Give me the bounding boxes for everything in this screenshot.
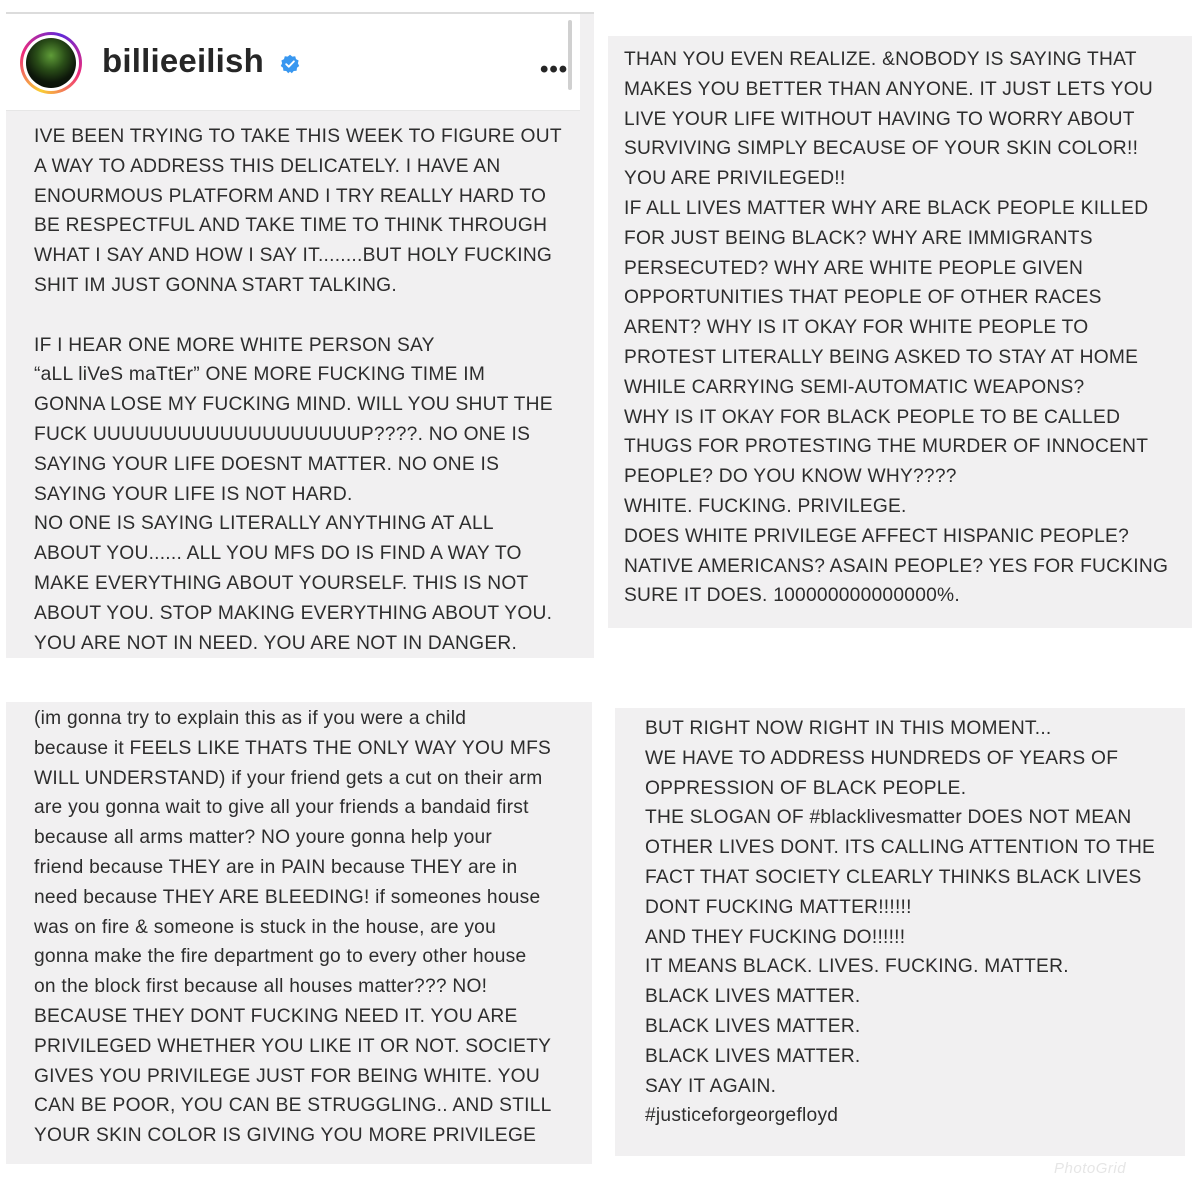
avatar-photo <box>26 38 76 88</box>
story-panel-4 <box>615 708 1185 1156</box>
profile-avatar[interactable] <box>20 32 82 94</box>
verified-badge-icon <box>280 54 300 74</box>
header-divider <box>6 12 594 14</box>
post-header <box>6 12 580 111</box>
profile-username[interactable]: billieeilish <box>102 42 264 79</box>
panel-2-text: THAN YOU EVEN REALIZE. &NOBODY IS SAYING THAT MAKES YOU BETTER THAN ANYONE. IT JUST LETS YOU LIVE YOUR LIFE WITHOUT HAVING TO WORRY ABOUT SURVIVING SIMPLY BECAUSE OF YOUR SKIN COLOR!! YOU ARE PRIVILEGED!! IF ALL LIVES MATTER WHY ARE BLACK PEOPLE KILLED FOR JUST BEING BLACK? WHY ARE IMMIGRANTS PERSECUTED? WHY ARE WHITE PEOPLE GIVEN OPPORTUNITIES THAT PEOPLE OF OTHER RACES ARENT? WHY IS IT OKAY FOR WHITE PEOPLE TO PROTEST LITERALLY BEING ASKED TO STAY AT HOME WHILE CARRYING SEMI-AUTOMATIC WEAPONS? WHY IS IT OKAY FOR BLACK PEOPLE TO BE CALLED THUGS FOR PROTESTING THE MURDER OF INNOCENT PEOPLE? DO YOU KNOW WHY???? WHITE. FUCKING. PRIVILEGE. DOES WHITE PRIVILEGE AFFECT HISPANIC PEOPLE? NATIVE AMERICANS? ASAIN PEOPLE? YES FOR FUCKING SURE IT DOES. 100000000000000%. <box>624 49 1169 607</box>
panel-4-text: BUT RIGHT NOW RIGHT IN THIS MOMENT... WE HAVE TO ADDRESS HUNDREDS OF YEARS OF OPPRESSION OF BLACK PEOPLE. THE SLOGAN OF #blacklivesmatter DOES NOT MEAN OTHER LIVES DONT. ITS CALLING ATTENTION TO THE FACT THAT SOCIETY CLEARLY THINKS BLACK LIVES DONT FUCKING MATTER!!!!!! AND THEY FUCKING DO!!!!!! IT MEANS BLACK. LIVES. FUCKING. MATTER. BLACK LIVES MATTER. BLACK LIVES MATTER. BLACK LIVES MATTER. SAY IT AGAIN. #justiceforgeorgefloyd <box>645 718 1156 1127</box>
more-options-icon[interactable]: ••• <box>540 56 569 83</box>
panel-1-text: IVE BEEN TRYING TO TAKE THIS WEEK TO FIGURE OUT A WAY TO ADDRESS THIS DELICATELY. I HAVE AN ENOURMOUS PLATFORM AND I TRY REALLY HARD TO BE RESPECTFUL AND TAKE TIME TO THINK THROUGH WHAT I SAY AND HOW I SAY IT........BUT HOLY FUCKING SHIT IM JUST GONNA START TALKING. IF I HEAR ONE MORE WHITE PERSON SAY “aLL liVeS maTtEr” ONE MORE FUCKING TIME IM GONNA LOSE MY FUCKING MIND. WILL YOU SHUT THE FUCK UUUUUUUUUUUUUUUUUUUP????. NO ONE IS SAYING YOUR LIFE DOESNT MATTER. NO ONE IS SAYING YOUR LIFE IS NOT HARD. NO ONE IS SAYING LITERALLY ANYTHING AT ALL ABOUT YOU...... ALL YOU MFS DO IS FIND A WAY TO MAKE EVERYTHING ABOUT YOURSELF. THIS IS NOT ABOUT YOU. STOP MAKING EVERYTHING ABOUT YOU. YOU ARE NOT IN NEED. YOU ARE NOT IN DANGER. <box>34 126 562 654</box>
panel-3-text: (im gonna try to explain this as if you were a child because it FEELS LIKE THATS THE ONLY WAY YOU MFS WILL UNDERSTAND) if your friend gets a cut on their arm are you gonna wait to give all your friends a bandaid first because all arms matter? NO youre gonna help your friend because THEY are in PAIN because THEY are in need because THEY ARE BLEEDING! if someones house was on fire & someone is stuck in the house, are you gonna make the fire department go to every other house on the block first because all houses matter??? NO! BECAUSE THEY DONT FUCKING NEED IT. YOU ARE PRIVILEGED WHETHER YOU LIKE IT OR NOT. SOCIETY GIVES YOU PRIVILEGE JUST FOR BEING WHITE. YOU CAN BE POOR, YOU CAN BE STRUGGLING.. AND STILL YOUR SKIN COLOR IS GIVING YOU MORE PRIVILEGE <box>34 708 552 1147</box>
story-panel-2 <box>608 36 1192 628</box>
watermark: PhotoGrid <box>1054 1160 1127 1177</box>
avatar-ring-gap <box>23 35 79 91</box>
story-panel-1 <box>6 12 594 658</box>
scrollbar-thumb[interactable] <box>568 20 572 90</box>
story-panel-3 <box>6 702 592 1164</box>
